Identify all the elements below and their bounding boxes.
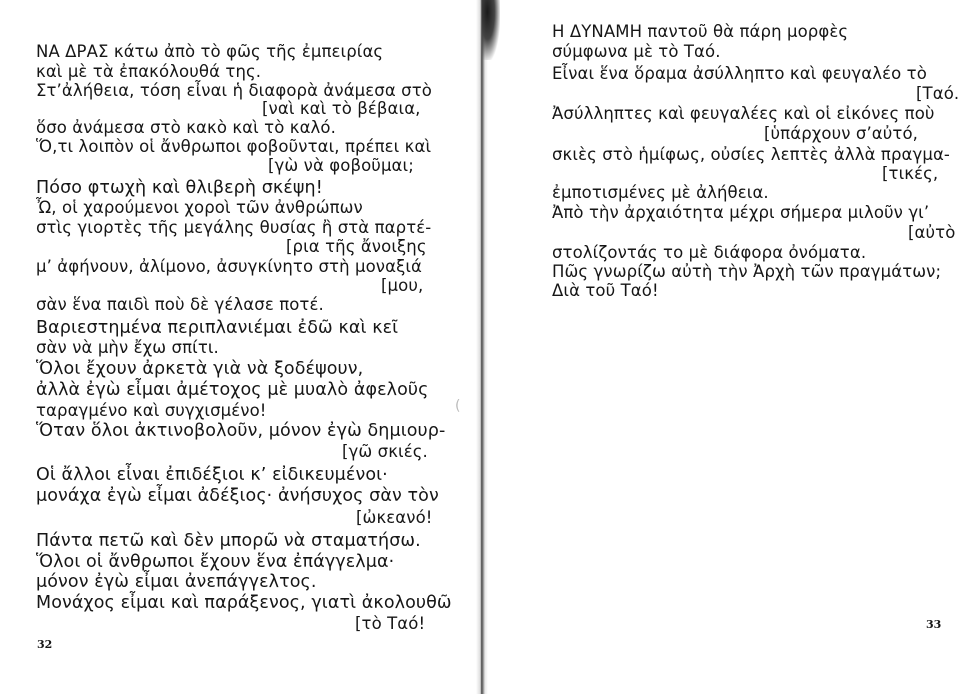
text-line: [τικές,	[882, 164, 939, 183]
page-number: 32	[37, 638, 53, 651]
text-line: [ρια τῆς ἄνοιξης	[286, 237, 427, 256]
text-line: Βαριεστημένα περιπλανιέμαι ἐδῶ καὶ κεῖ	[36, 318, 399, 338]
text-line: ἀλλὰ ἐγὼ εἶμαι ἀμέτοχος μὲ μυαλὸ ἀφελοῦς	[36, 380, 429, 400]
text-line: Ὅ,τι λοιπὸν οἱ ἄνθρωποι φοβοῦνται, πρέπει καὶ	[36, 137, 432, 156]
text-line: [γῶ σκιές.	[342, 442, 428, 461]
text-line: Ἀσύλληπτες καὶ φευγαλέες καὶ οἱ εἰκόνες ποὺ	[552, 104, 935, 123]
text-line: [ὑπάρχουν σ’αὐτό,	[764, 124, 919, 143]
text-line: Εἶναι ἕνα ὅραμα ἀσύλληπτο καὶ φευγαλέο τὸ	[552, 64, 927, 83]
text-line: καὶ μὲ τὰ ἐπακόλουθά της.	[36, 62, 262, 81]
right-page	[482, 0, 960, 694]
text-line: [αὐτὸ	[908, 223, 956, 242]
stray-mark: (	[455, 398, 461, 414]
text-line: μονάχα ἐγὼ εἶμαι ἀδέξιος· ἀνήσυχος σὰν τὸν	[36, 486, 439, 506]
text-line: [ὠκεανό!	[356, 508, 433, 527]
text-line: Ὅταν ὅλοι ἀκτινοβολοῦν, μόνον ἐγὼ δημιουρ-	[36, 421, 446, 441]
text-line: [Ταό.	[916, 84, 960, 103]
text-line: [μου,	[381, 276, 424, 295]
text-line: Ὦ, οἱ χαρούμενοι χοροὶ τῶν ἀνθρώπων	[36, 198, 363, 217]
text-line: ὅσο ἀνάμεσα στὸ κακὸ καὶ τὸ καλό.	[36, 118, 336, 137]
text-line: Διὰ τοῦ Ταό!	[552, 281, 659, 300]
text-line: στολίζοντάς το μὲ διάφορα ὀνόματα.	[552, 243, 867, 262]
text-line: σύμφωνα μὲ τὸ Ταό.	[552, 42, 721, 61]
text-line: σὰν ἕνα παιδὶ ποὺ δὲ γέλασε ποτέ.	[36, 295, 324, 314]
text-line: Πόσο φτωχὴ καὶ θλιβερὴ σκέψη!	[36, 178, 323, 198]
text-line: ἐμποτισμένες μὲ ἀλήθεια.	[552, 183, 769, 202]
text-line: Στ’ἀλήθεια, τόση εἶναι ἡ διαφορὰ ἀνάμεσα στὸ	[36, 81, 432, 100]
text-line: [τὸ Ταό!	[355, 614, 426, 633]
text-line: Μονάχος εἶμαι καὶ παράξενος, γιατὶ ἀκολουθῶ	[36, 593, 452, 613]
text-line: Οἱ ἄλλοι εἶναι ἐπιδέξιοι κ’ εἰδικευμένοι·	[36, 465, 388, 485]
text-line: Ἀπὸ τὴν ἀρχαιότητα μέχρι σήμερα μιλοῦν γι’	[552, 203, 930, 222]
text-line: σὰν νὰ μὴν ἔχω σπίτι.	[36, 338, 219, 357]
text-line: Η ΔΥΝΑΜΗ παντοῦ θὰ πάρη μορφὲς	[552, 22, 849, 41]
text-line: στὶς γιορτὲς τῆς μεγάλης θυσίας ἢ στὰ παρτέ-	[36, 218, 432, 237]
text-line: Ὅλοι οἱ ἄνθρωποι ἔχουν ἕνα ἐπάγγελμα·	[36, 552, 395, 572]
text-line: μ’ ἀφήνουν, ἀλίμονο, ἀσυγκίνητο στὴ μοναξιά	[36, 257, 423, 276]
text-line: ταραγμένο καὶ συγχισμένο!	[36, 401, 267, 420]
text-line: [ναὶ καὶ τὸ βέβαια,	[262, 99, 421, 118]
text-line: σκιὲς στὸ ἡμίφως, οὐσίες λεπτὲς ἀλλὰ πραγμα-	[552, 145, 950, 164]
page-number: 33	[926, 618, 942, 631]
text-line: Ὅλοι ἔχουν ἀρκετὰ γιὰ νὰ ξοδέψουν,	[36, 359, 364, 379]
text-line: μόνον ἐγὼ εἶμαι ἀνεπάγγελτος.	[36, 572, 317, 592]
text-line: [γὼ νὰ φοβοῦμαι;	[268, 156, 414, 175]
text-line: ΝΑ ΔΡΑΣ κάτω ἀπὸ τὸ φῶς τῆς ἐμπειρίας	[36, 42, 384, 61]
text-line: Πῶς γνωρίζω αὐτὴ τὴν Ἀρχὴ τῶν πραγμάτων;	[552, 262, 942, 281]
text-line: Πάντα πετῶ καὶ δὲν μπορῶ νὰ σταματήσω.	[36, 531, 421, 551]
